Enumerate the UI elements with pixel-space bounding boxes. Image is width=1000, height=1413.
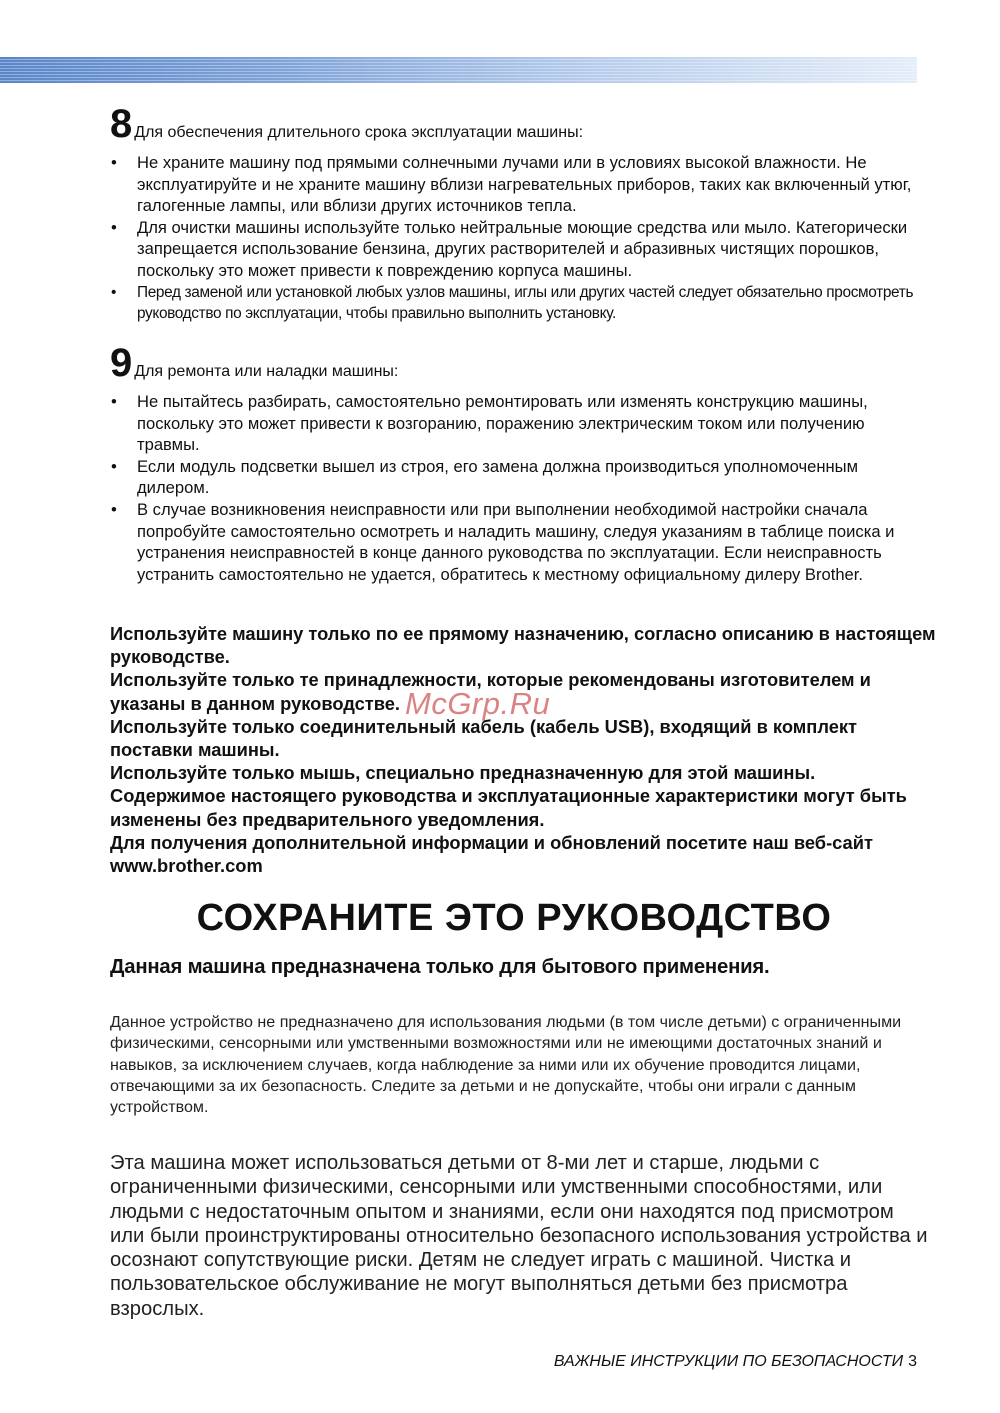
page-footer	[554, 1353, 917, 1371]
footer-section-title: ВАЖНЫЕ ИНСТРУКЦИИ ПО БЕЗОПАСНОСТИ	[553, 1353, 904, 1370]
header-gradient-band	[0, 57, 917, 83]
page-title: СОХРАНИТЕ ЭТО РУКОВОДСТВО	[196, 897, 832, 939]
list-item: • Не пытайтесь разбирать, самостоятельно ремонтировать или изменять конструкцию машины, поскольку это может привести к возгоранию, поражению электрическим током или получению травмы.	[110, 391, 920, 456]
notice: Содержимое настоящего руководства и эксплуатационные характеристики могут быть изменены без предварительного уведомления.	[110, 785, 907, 830]
usage-notices	[110, 622, 940, 877]
section-8	[110, 104, 920, 325]
disability-paragraph: Данное устройство не предназначено для использования людьми (в том числе детьми) с ограниченными физическими, сенсорными или умственными возможностями или не имеющими достаточных знаний и навыков, за исключением случаев, когда наблюдение за ними или их обучение проводится лицами, отвечающими за их безопасность. Следите за детьми и не допускайте, чтобы они играли с данным устройством.	[110, 1013, 902, 1117]
children-paragraph: Эта машина может использоваться детьми от 8-ми лет и старше, людьми с ограниченными физическими, сенсорными или умственными способностями, или людьми с недостаточным опытом и знаниями, если они находятся под присмотром или были проинструктированы относительно безопасного использования устройства и осознают сопутствующие риски. Детям не следует играть с машиной. Чистка и пользовательское обслуживание не могут выполняться детьми без присмотра взрослых.	[110, 1152, 928, 1320]
notice: Используйте машину только по ее прямому назначению, согласно описанию в настоящем руководстве.	[110, 623, 936, 668]
household-note: Данная машина предназначена только для бытового применения.	[110, 956, 770, 978]
section-9-intro: Для ремонта или наладки машины:	[134, 363, 399, 380]
page-number: 3	[908, 1353, 917, 1370]
list-item: • Перед заменой или установкой любых узлов машины, иглы или других частей следует обязательно просмотреть руководство по эксплуатации, чтобы правильно выполнить установку.	[110, 282, 920, 325]
section-9-number: 9	[110, 341, 132, 385]
section-9-list	[110, 391, 920, 585]
list-item: • Не храните машину под прямыми солнечными лучами или в условиях высокой влажности. Не эксплуатируйте и не храните машину вблизи нагревательных приборов, таких как включенный утюг, галогенные лампы, или вблизи других источников тепла.	[110, 152, 920, 217]
list-item: • В случае возникновения неисправности или при выполнении необходимой настройки сначала попробуйте самостоятельно осмотреть и наладить машину, следуя указаниям в таблице поиска и устранения неисправностей в конце данного руководства по эксплуатации. Если неисправность устранить самостоятельно не удается, обратитесь к местному официальному дилеру Brother.	[110, 499, 920, 585]
notice: Используйте только соединительный кабель (кабель USB), входящий в комплект поставки машины.	[110, 715, 857, 761]
section-8-number: 8	[110, 102, 132, 146]
notice: Для получения дополнительной информации и обновлений посетите наш веб-сайт www.brother.com	[110, 831, 873, 877]
section-8-intro: Для обеспечения длительного срока эксплуатации машины:	[134, 124, 584, 141]
notice: Используйте только мышь, специально предназначенную для этой машины.	[110, 762, 816, 784]
section-9	[110, 343, 920, 585]
section-8-list	[110, 152, 920, 325]
notice: Используйте только те принадлежности, которые рекомендованы изготовителем и указаны в данном руководстве.	[110, 669, 871, 714]
watermark: McGrp.Ru	[405, 686, 551, 721]
list-item: • Для очистки машины используйте только нейтральные моющие средства или мыло. Категорически запрещается использование бензина, других растворителей и абразивных чистящих порошков, поскольку это может привести к повреждению корпуса машины.	[110, 217, 920, 282]
list-item: • Если модуль подсветки вышел из строя, его замена должна производиться уполномоченным дилером.	[110, 456, 920, 499]
